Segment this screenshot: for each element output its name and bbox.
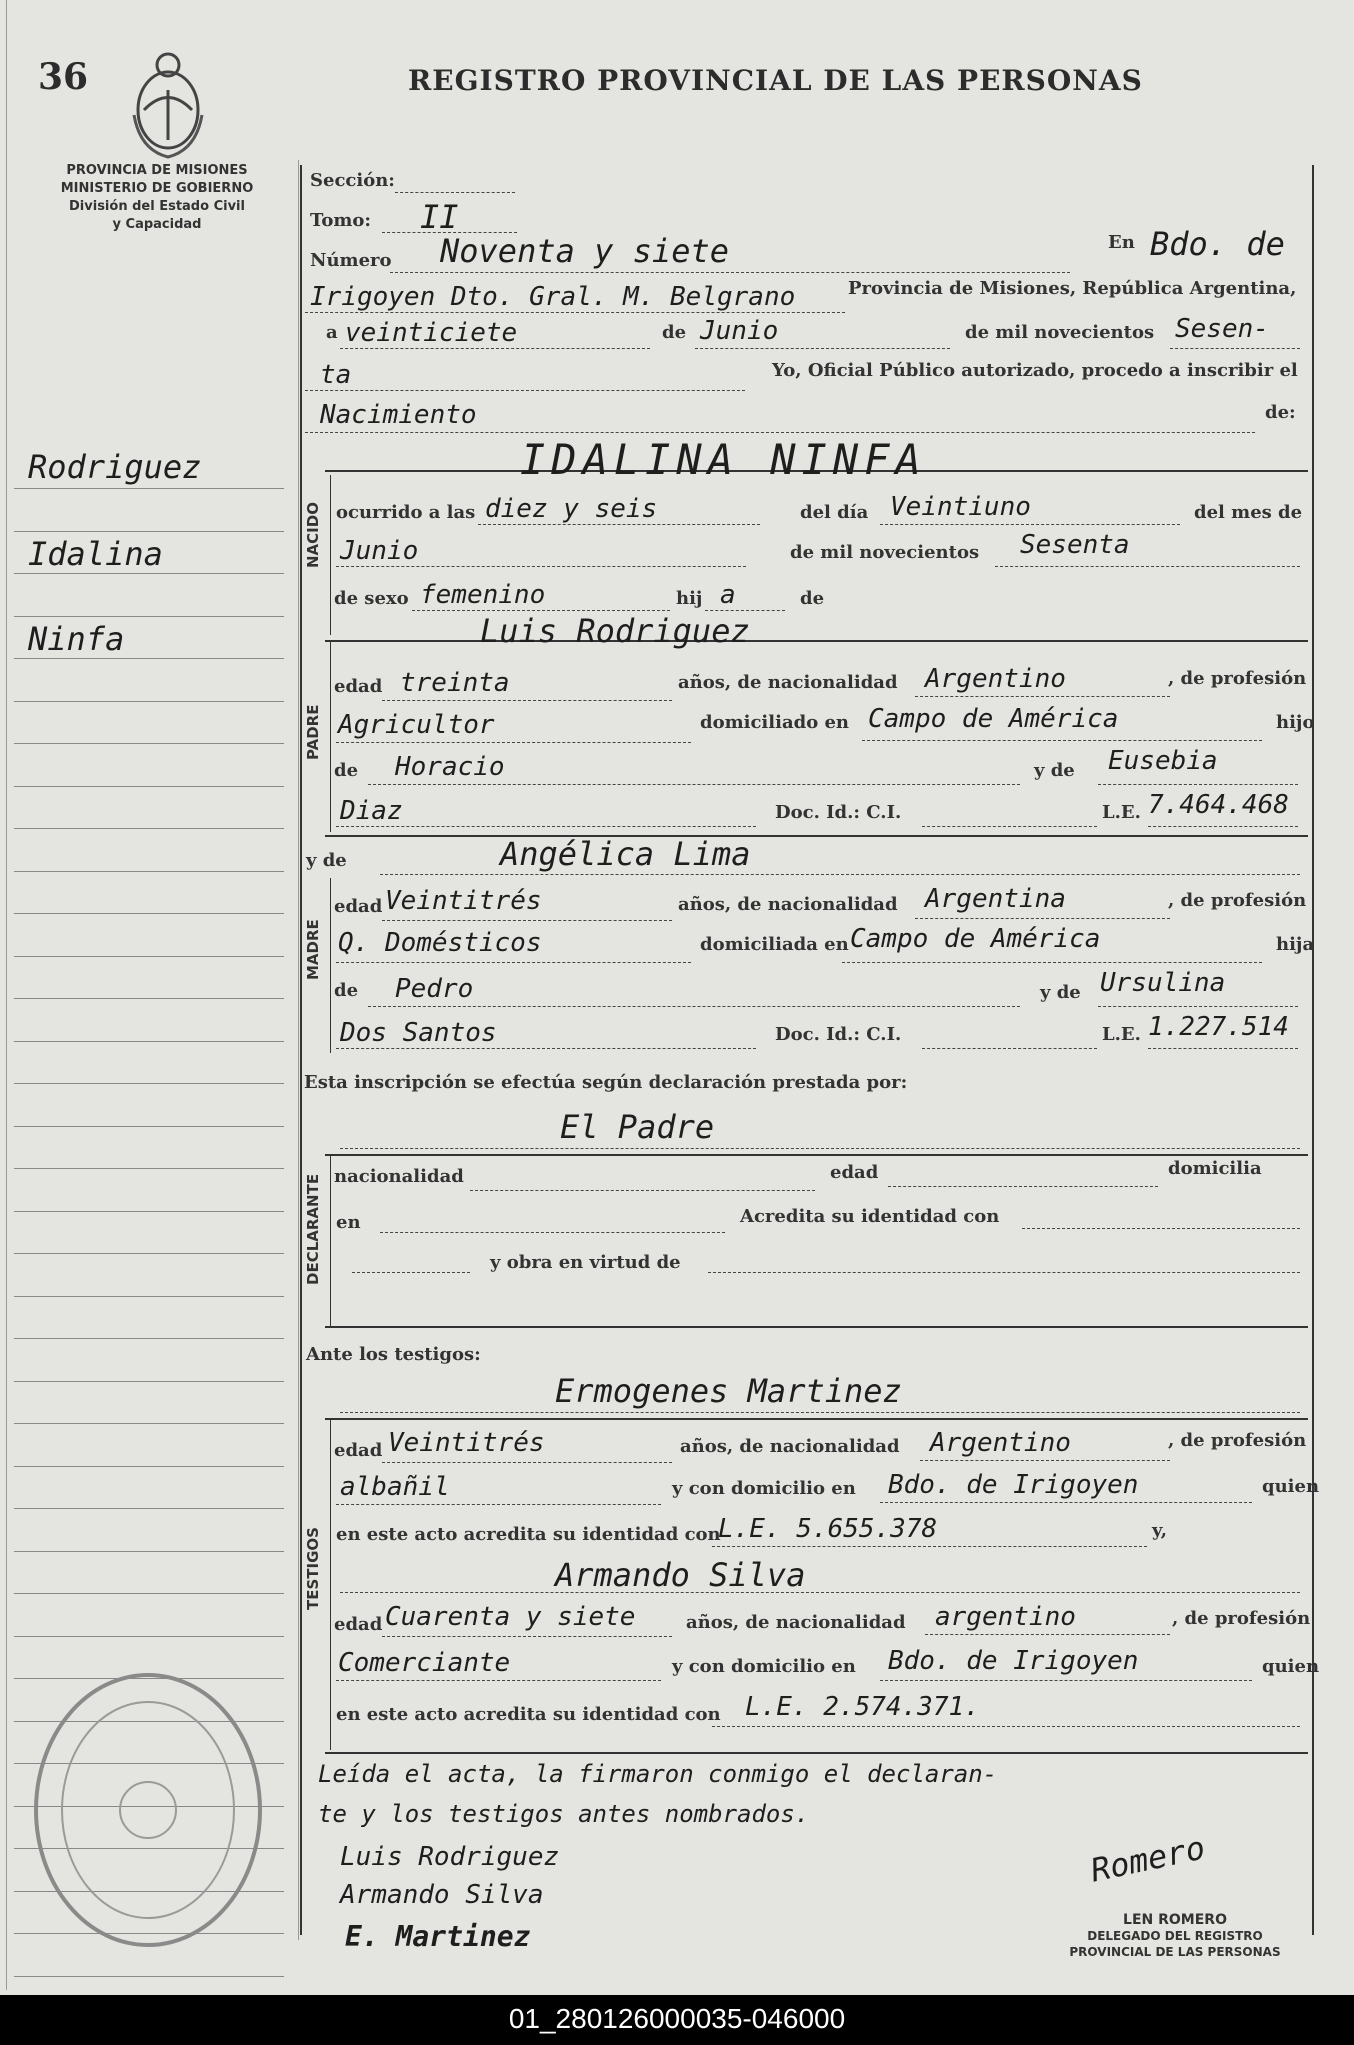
w1-y: y,	[1152, 1520, 1168, 1541]
org-line: y Capacidad	[112, 217, 202, 232]
w2-edad-label: edad	[334, 1614, 383, 1635]
hij-label: hij	[676, 588, 703, 609]
stub-rule-line	[14, 658, 284, 659]
stub-rule-line	[14, 1423, 284, 1424]
stub-rule-line	[14, 828, 284, 829]
registration-month: Junio	[700, 316, 779, 346]
section-label-declarante: DECLARANTE	[304, 1173, 322, 1285]
father-age: treinta	[400, 668, 510, 698]
witness2-domicile: Bdo. de Irigoyen	[888, 1646, 1139, 1676]
stamp-line: DELEGADO DEL REGISTRO	[1087, 1929, 1263, 1943]
act-type: Nacimiento	[320, 400, 477, 430]
padre-edad-label: edad	[334, 676, 383, 697]
padre-le-label: L.E.	[1102, 802, 1141, 823]
madre-edad-label: edad	[334, 896, 383, 917]
stub-rule-line	[14, 616, 284, 617]
stub-rule-line	[14, 531, 284, 532]
sex-value: femenino	[420, 580, 546, 610]
stub-rule-line	[14, 871, 284, 872]
stub-given-name-2: Ninfa	[28, 620, 125, 658]
declarante-nac-label: nacionalidad	[334, 1166, 464, 1187]
stub-rule-line	[14, 573, 284, 574]
numero-value: Noventa y siete	[440, 232, 729, 270]
declarante-acredita-label: Acredita su identidad con	[740, 1206, 1000, 1227]
mother-le-number: 1.227.514	[1148, 1012, 1289, 1042]
w1-edad-label: edad	[334, 1440, 383, 1461]
madre-prof-label: , de profesión	[1168, 890, 1307, 911]
stub-rule-line	[14, 786, 284, 787]
father-name: Luis Rodriguez	[480, 612, 750, 650]
signature-declarant: Luis Rodriguez	[340, 1842, 560, 1872]
sexo-label: de sexo	[334, 588, 409, 609]
w2-acredita-label: en este acto acredita su identidad con	[336, 1704, 721, 1725]
paternal-grandfather: Horacio	[395, 752, 505, 782]
numero-label: Número	[310, 250, 392, 271]
witness1-profession: albañil	[340, 1472, 450, 1502]
father-profession: Agricultor	[338, 710, 495, 740]
hijo-label: hijo	[1276, 712, 1315, 733]
witness1-name: Ermogenes Martinez	[555, 1372, 902, 1410]
stub-rule-line	[14, 701, 284, 702]
place-value: Irigoyen Dto. Gral. M. Belgrano	[310, 282, 796, 312]
madre-le-label: L.E.	[1102, 1024, 1141, 1045]
father-nationality: Argentino	[925, 664, 1066, 694]
issuing-office	[22, 162, 292, 234]
closing-line-2: te y los testigos antes nombrados.	[318, 1800, 810, 1828]
stamp-line: LEN ROMERO	[1123, 1912, 1227, 1928]
declarante-dom-label: domicilia	[1168, 1158, 1262, 1179]
de-colon: de:	[1265, 402, 1296, 423]
stub-rule-line	[14, 1381, 284, 1382]
mother-name: Angélica Lima	[500, 835, 751, 873]
mother-nationality: Argentina	[925, 884, 1066, 914]
stub-divider	[298, 160, 299, 1940]
org-line: División del Estado Civil	[69, 199, 245, 214]
stub-rule-line	[14, 1636, 284, 1637]
registration-day: veinticiete	[345, 318, 518, 348]
madre-dom-label: domiciliada en	[700, 934, 849, 955]
province-text: Provincia de Misiones, República Argentina,	[848, 278, 1297, 299]
declarante-intro: Esta inscripción se efectúa según declaración prestada por:	[304, 1072, 908, 1093]
signature-official: Romero	[1087, 1828, 1209, 1890]
oficial-text: Yo, Oficial Público autorizado, procedo a inscribir el	[772, 360, 1298, 381]
hija-label: hija	[1276, 934, 1315, 955]
stamp-line: PROVINCIAL DE LAS PERSONAS	[1069, 1945, 1281, 1959]
maternal-grandmother-surname: Dos Santos	[340, 1018, 497, 1048]
stub-rule-line	[14, 956, 284, 957]
stub-rule-line	[14, 1551, 284, 1552]
stub-given-name-1: Idalina	[28, 535, 163, 573]
declarante-edad-label: edad	[830, 1162, 879, 1183]
birth-month: Junio	[340, 536, 419, 566]
father-le-number: 7.464.468	[1148, 790, 1289, 820]
stub-rule-line	[14, 998, 284, 999]
madre-nac-label: años, de nacionalidad	[678, 894, 898, 915]
signature-witness1: E. Martinez	[345, 1920, 531, 1953]
org-line: MINISTERIO DE GOBIERNO	[60, 181, 254, 196]
tomo-value: II	[420, 198, 459, 236]
declarant-name: El Padre	[560, 1108, 715, 1146]
stub-rule-line	[14, 1126, 284, 1127]
stub-rule-line	[14, 1083, 284, 1084]
official-seal-icon	[28, 1660, 268, 1950]
section-label-padre: PADRE	[304, 704, 322, 760]
tomo-label: Tomo:	[310, 210, 372, 231]
maternal-grandfather: Pedro	[395, 974, 474, 1004]
del-mes-label: del mes de	[1194, 502, 1303, 523]
padre-dom-label: domiciliado en	[700, 712, 850, 733]
paternal-grandmother: Eusebia	[1108, 746, 1218, 776]
hij-value: a	[720, 580, 736, 610]
document-title: REGISTRO PROVINCIAL DE LAS PERSONAS	[408, 64, 1143, 97]
padre-prof-label: , de profesión	[1168, 668, 1307, 689]
witness2-nationality: argentino	[935, 1602, 1076, 1632]
page-number: 36	[38, 56, 89, 98]
mother-age: Veintitrés	[385, 886, 542, 916]
mother-profession: Q. Domésticos	[338, 928, 542, 958]
mother-domicile: Campo de América	[850, 924, 1101, 954]
stub-edge	[6, 0, 7, 1990]
witness2-profession: Comerciante	[338, 1648, 511, 1678]
w2-nac-label: años, de nacionalidad	[686, 1612, 906, 1633]
madre-yde2-label: y de	[1040, 982, 1081, 1003]
document-code: 01_280126000035-046000	[508, 2003, 846, 2034]
del-dia-label: del día	[800, 502, 869, 523]
w1-dom-label: y con domicilio en	[672, 1478, 856, 1499]
witness2-age: Cuarenta y siete	[385, 1602, 636, 1632]
section-label-madre: MADRE	[304, 919, 322, 980]
argentina-coat-of-arms-icon	[120, 45, 216, 165]
w2-dom-label: y con domicilio en	[672, 1656, 856, 1677]
stub-rule-line	[14, 1593, 284, 1594]
witness1-nationality: Argentino	[930, 1428, 1071, 1458]
stub-rule-line	[14, 1168, 284, 1169]
stub-rule-line	[14, 1338, 284, 1339]
registration-year-cont: ta	[320, 360, 352, 390]
birth-year: Sesenta	[1020, 530, 1130, 560]
declarante-en-label: en	[336, 1212, 361, 1233]
stub-rule-line	[14, 1296, 284, 1297]
de-label: de	[800, 588, 825, 609]
signature-witness2: Armando Silva	[340, 1880, 544, 1910]
stub-rule-line	[14, 488, 284, 489]
child-name: IDALINA NINFA	[520, 435, 927, 484]
witness2-id: L.E. 2.574.371.	[745, 1692, 980, 1722]
witness1-age: Veintitrés	[388, 1428, 545, 1458]
closing-line-1: Leída el acta, la firmaron conmigo el declaran-	[318, 1760, 998, 1788]
declarante-obra-label: y obra en virtud de	[490, 1252, 681, 1273]
w1-acredita-label: en este acto acredita su identidad con	[336, 1524, 721, 1545]
madre-de-label: de	[334, 980, 359, 1001]
padre-nac-label: años, de nacionalidad	[678, 672, 898, 693]
stub-rule-line	[14, 1976, 284, 1977]
stub-rule-line	[14, 1211, 284, 1212]
w2-prof-label: , de profesión	[1172, 1608, 1311, 1629]
padre-de-label: de	[334, 760, 359, 781]
birth-hour: diez y seis	[485, 494, 658, 524]
stub-rule-line	[14, 1466, 284, 1467]
section-label-nacido: NACIDO	[304, 502, 322, 568]
maternal-grandmother: Ursulina	[1100, 968, 1226, 998]
w2-quien: quien	[1262, 1656, 1320, 1677]
stub-rule-line	[14, 1041, 284, 1042]
a-label: a	[326, 322, 338, 343]
witness1-domicile: Bdo. de Irigoyen	[888, 1470, 1139, 1500]
registration-year: Sesen-	[1175, 314, 1269, 344]
stub-rule-line	[14, 1253, 284, 1254]
stub-surname: Rodriguez	[28, 448, 202, 486]
paternal-grandmother-surname: Diaz	[340, 796, 403, 826]
w1-prof-label: , de profesión	[1168, 1430, 1307, 1451]
section-label-testigos: TESTIGOS	[304, 1527, 322, 1610]
madre-doc-label: Doc. Id.: C.I.	[775, 1024, 902, 1045]
org-line: PROVINCIA DE MISIONES	[66, 163, 248, 178]
w1-quien: quien	[1262, 1476, 1320, 1497]
en-value: Bdo. de	[1150, 225, 1285, 263]
madre-yde-label: y de	[306, 850, 347, 871]
year-label: de mil novecientos	[965, 322, 1155, 343]
stub-rule-line	[14, 1508, 284, 1509]
birth-year-label: de mil novecientos	[790, 542, 980, 563]
official-stamp	[1040, 1912, 1310, 1960]
de-label: de	[662, 322, 687, 343]
witness2-name: Armando Silva	[555, 1556, 806, 1594]
testigos-intro: Ante los testigos:	[306, 1344, 481, 1365]
witness1-id: L.E. 5.655.378	[718, 1514, 938, 1544]
father-domicile: Campo de América	[868, 704, 1119, 734]
en-label: En	[1108, 232, 1135, 253]
stub-rule-line	[14, 743, 284, 744]
w1-nac-label: años, de nacionalidad	[680, 1436, 900, 1457]
seccion-label: Sección:	[310, 170, 395, 191]
birth-day: Veintiuno	[890, 492, 1031, 522]
padre-yde-label: y de	[1034, 760, 1075, 781]
padre-doc-label: Doc. Id.: C.I.	[775, 802, 902, 823]
stub-rule-line	[14, 913, 284, 914]
ocurrido-label: ocurrido a las	[336, 502, 476, 523]
